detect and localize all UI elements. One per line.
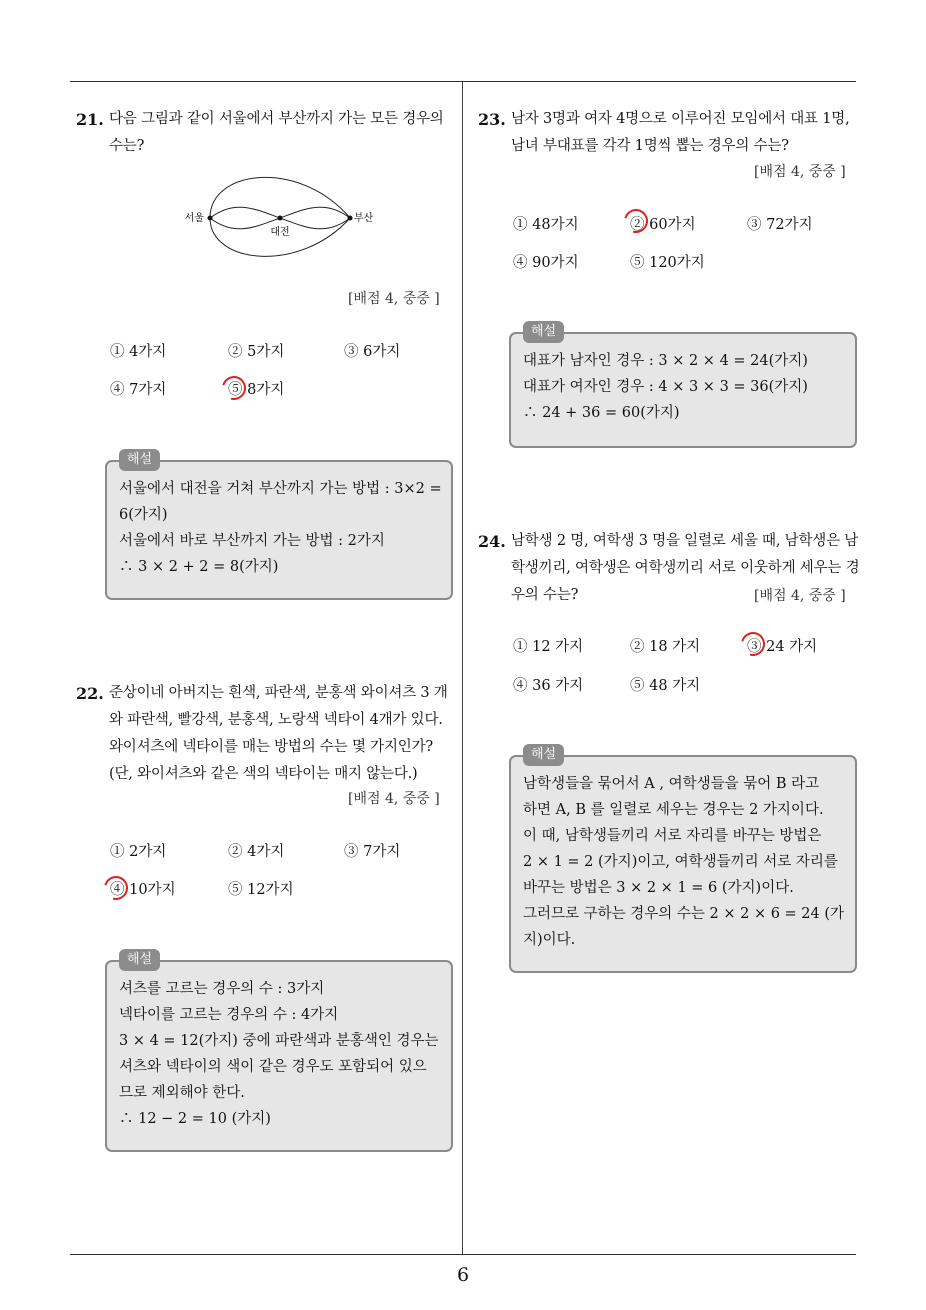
option-1[interactable]: ① 12 가지	[513, 639, 584, 655]
explanation-line: 6(가지)	[119, 507, 168, 523]
explanation-box-23	[509, 324, 857, 448]
question-text: 준상이네 아버지는 흰색, 파란색, 분홍색 와이셔츠 3 개와 파란색, 빨강색, 분홍색, 노랑색 넥타이 4개가 있다. 와이셔츠에 넥타이를 매는 방법의 수는 몇 가지인가?(단, 와이셔츠와 같은 색의 넥타이는 매지 않는다.)	[109, 685, 448, 782]
top-rule	[70, 81, 856, 82]
option-1[interactable]: ① 4가지	[110, 344, 167, 360]
explanation-tag: 해설	[523, 321, 564, 343]
explanation-line: 셔츠와 넥타이의 색이 같은 경우도 포함되어 있으	[119, 1059, 427, 1075]
label-seoul: 서울	[184, 213, 204, 224]
option-2[interactable]: ② 5가지	[228, 344, 285, 360]
question-number: 23.	[478, 110, 506, 129]
option-5[interactable]: ⑤ 120가지	[630, 255, 705, 271]
question-22	[76, 680, 456, 788]
score-label: [배점 4, 중중 ]	[754, 164, 846, 180]
option-5[interactable]: ⑤ 48 가지	[630, 678, 701, 694]
label-daejeon: 대전	[270, 227, 290, 238]
page-number: 6	[456, 1264, 470, 1286]
explanation-line: 넥타이를 고르는 경우의 수 : 4가지	[119, 1007, 339, 1023]
question-text: 남학생 2 명, 여학생 3 명을 일렬로 세울 때, 남학생은 남학생끼리, 여학생은 여학생끼리 서로 이웃하게 세우는 경우의 수는?	[511, 533, 860, 603]
answer-mark	[218, 372, 251, 405]
question-21	[76, 106, 454, 160]
explanation-line: 서울에서 바로 부산까지 가는 방법 : 2가지	[119, 533, 385, 549]
option-3[interactable]: ③ 72가지	[747, 217, 813, 233]
answer-mark	[100, 872, 133, 905]
option-5[interactable]: ⑤ 8가지	[228, 382, 285, 398]
explanation-line: ∴ 12 − 2 = 10 (가지)	[119, 1111, 271, 1127]
route-diagram	[170, 164, 400, 269]
option-2[interactable]: ② 18 가지	[630, 639, 701, 655]
explanation-line: 이 때, 남학생들끼리 서로 자리를 바꾸는 방법은	[523, 828, 822, 844]
explanation-line: 대표가 남자인 경우 : 3 × 2 × 4 = 24(가지)	[523, 353, 808, 369]
bottom-rule	[70, 1254, 856, 1255]
option-1[interactable]: ① 2가지	[110, 844, 167, 860]
option-4[interactable]: ④ 10가지	[110, 882, 176, 898]
option-2[interactable]: ② 4가지	[228, 844, 285, 860]
question-number: 22.	[76, 684, 104, 703]
question-number: 21.	[76, 110, 104, 129]
option-3[interactable]: ③ 24 가지	[747, 639, 818, 655]
option-1[interactable]: ① 48가지	[513, 217, 579, 233]
explanation-line: 남학생들을 묶어서 A , 여학생들을 묶어 B 라고	[523, 776, 820, 792]
node-busan	[348, 216, 353, 221]
option-2[interactable]: ② 60가지	[630, 217, 696, 233]
option-4[interactable]: ④ 36 가지	[513, 678, 584, 694]
explanation-box-22	[105, 952, 453, 1152]
explanation-tag: 해설	[119, 449, 160, 471]
explanation-tag: 해설	[119, 949, 160, 971]
explanation-line: 바꾸는 방법은 3 × 2 × 1 = 6 (가지)이다.	[523, 880, 794, 896]
score-label: [배점 4, 중중 ]	[348, 291, 440, 307]
option-4[interactable]: ④ 90가지	[513, 255, 579, 271]
option-3[interactable]: ③ 6가지	[344, 344, 401, 360]
option-5[interactable]: ⑤ 12가지	[228, 882, 294, 898]
explanation-line: 지)이다.	[523, 932, 576, 948]
explanation-line: ∴ 24 + 36 = 60(가지)	[523, 405, 680, 421]
explanation-line: 3 × 4 = 12(가지) 중에 파란색과 분홍색인 경우는	[119, 1033, 439, 1049]
question-text: 남자 3명과 여자 4명으로 이루어진 모임에서 대표 1명, 남녀 부대표를 각각 1명씩 뽑는 경우의 수는?	[511, 111, 850, 154]
option-4[interactable]: ④ 7가지	[110, 382, 167, 398]
explanation-line: 므로 제외해야 한다.	[119, 1085, 245, 1101]
score-label: [배점 4, 중중 ]	[348, 791, 440, 807]
explanation-line: 대표가 여자인 경우 : 4 × 3 × 3 = 36(가지)	[523, 379, 808, 395]
option-3[interactable]: ③ 7가지	[344, 844, 401, 860]
explanation-box-24	[509, 747, 857, 973]
explanation-line: 셔츠를 고르는 경우의 수 : 3가지	[119, 981, 325, 997]
explanation-box-21	[105, 452, 453, 600]
question-23	[478, 106, 862, 160]
column-divider	[462, 82, 463, 1254]
explanation-line: 2 × 1 = 2 (가지)이고, 여학생들끼리 서로 자리를	[523, 854, 838, 870]
node-daejeon	[278, 216, 283, 221]
node-seoul	[208, 216, 213, 221]
explanation-line: ∴ 3 × 2 + 2 = 8(가지)	[119, 559, 279, 575]
explanation-line: 서울에서 대전을 거쳐 부산까지 가는 방법 : 3×2 =	[119, 481, 442, 497]
score-label: [배점 4, 중중 ]	[754, 588, 846, 604]
explanation-line: 하면 A, B 를 일렬로 세우는 경우는 2 가지이다.	[523, 802, 824, 818]
explanation-line: 그러므로 구하는 경우의 수는 2 × 2 × 6 = 24 (가	[523, 906, 845, 922]
explanation-tag: 해설	[523, 744, 564, 766]
question-text: 다음 그림과 같이 서울에서 부산까지 가는 모든 경우의 수는?	[109, 111, 444, 154]
label-busan: 부산	[354, 213, 374, 224]
question-number: 24.	[478, 532, 506, 551]
